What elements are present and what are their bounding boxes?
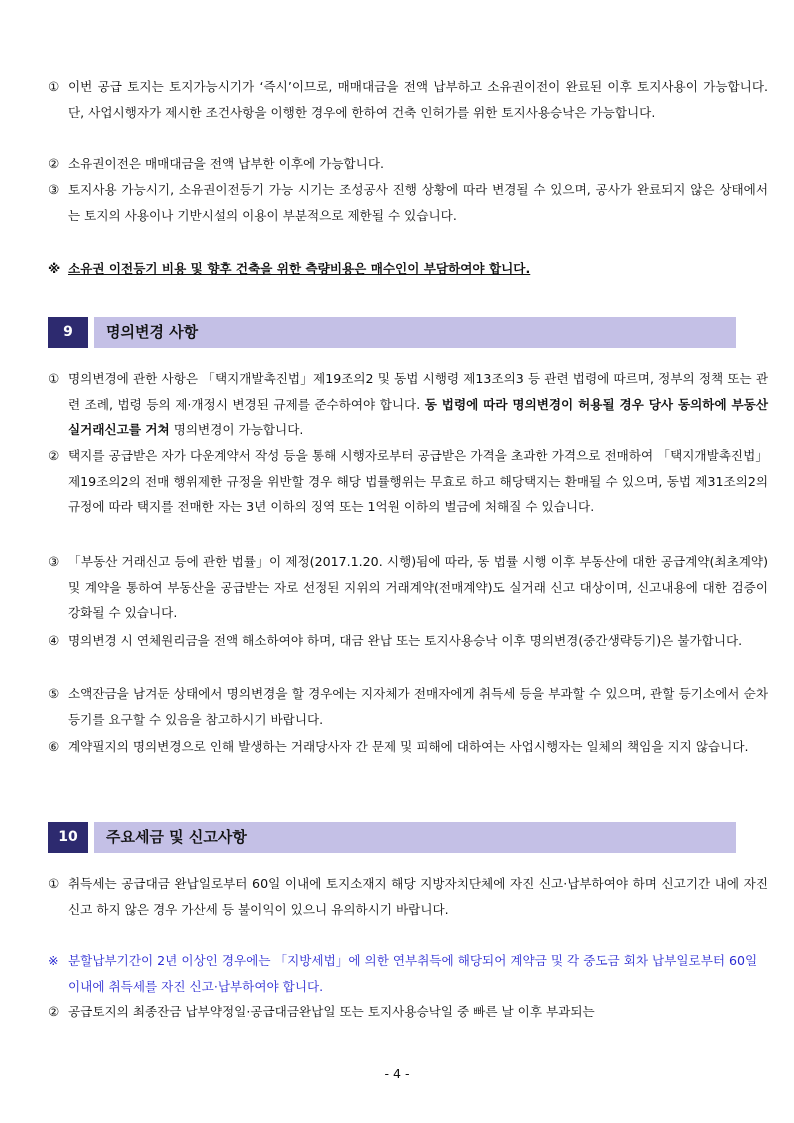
- item-text: 명의변경이 가능합니다.: [169, 422, 304, 437]
- section-header-9: [48, 317, 736, 348]
- item-text: 명의변경 시 연체원리금을 전액 해소하여야 하며, 대금 완납 또는 토지사용승낙 이후 명의변경(중간생략등기)은 불가합니다.: [68, 633, 743, 648]
- item-number: ②: [48, 156, 60, 171]
- item-text: 계약필지의 명의변경으로 인해 발생하는 거래당사자 간 문제 및 피해에 대하여는 사업시행자는 일체의 책임을 지지 않습니다.: [68, 739, 749, 754]
- item-number: ②: [48, 1004, 60, 1019]
- item-text: 명의변경에 관한 사항은 「택지개발촉진법」제19조의2 및 동법 시행령 제13조의3 등 관련 법령에 따르며, 정부의 정책 또는 관련 조례, 법령 등의 제·개정시 변경된 규제를 준수하여야 합니다.: [68, 371, 768, 412]
- list-item: [48, 177, 768, 228]
- item-text: 소액잔금을 남겨둔 상태에서 명의변경을 할 경우에는 지자체가 전매자에게 취득세 등을 부과할 수 있으며, 관할 등기소에서 순차등기를 요구할 수 있음을 참고하시기 바랍니다.: [68, 686, 768, 727]
- item-number: ⑥: [48, 739, 60, 754]
- section-title: 명의변경 사항: [106, 323, 199, 341]
- item-text: 토지사용 가능시기, 소유권이전등기 가능 시기는 조성공사 진행 상황에 따라 변경될 수 있으며, 공사가 완료되지 않은 상태에서는 토지의 사용이나 기반시설의 이용이 부분적으로 제한될 수 있습니다.: [68, 182, 768, 223]
- item-number: ③: [48, 554, 60, 569]
- item-number: ①: [48, 79, 60, 94]
- note-text: 분할납부기간이 2년 이상인 경우에는 「지방세법」에 의한 연부취득에 해당되어 계약금 및 각 중도금 회차 납부일로부터 60일 이내에 취득세를 자진 신고·납부하여야 합니다.: [68, 953, 758, 994]
- list-item: [48, 74, 768, 125]
- tax-note: [48, 948, 768, 999]
- list-item: [48, 681, 768, 732]
- item-number: ①: [48, 876, 60, 891]
- note-mark: ※: [48, 953, 59, 968]
- item-number: ①: [48, 371, 60, 386]
- item-text: 공급토지의 최종잔금 납부약정일·공급대금완납일 또는 토지사용승낙일 중 빠른 날 이후 부과되는: [68, 1004, 595, 1019]
- item-number: ⑤: [48, 686, 60, 701]
- list-item: [48, 549, 768, 626]
- item-text: 택지를 공급받은 자가 다운계약서 작성 등을 통해 시행자로부터 공급받은 가격을 초과한 가격으로 전매하여 「택지개발촉진법」 제19조의2의 전매 행위제한 규정을 위반할 경우 해당 법률행위는 무효로 하고 해당택지는 환매될 수 있으며, 동법 제31조의2의 규정에 따라 택지를 전매한 자는 3년 이하의 징역 또는 1억원 이하의 벌금에 처해질 수 있습니다.: [68, 448, 768, 514]
- item-text: 취득세는 공급대금 완납일로부터 60일 이내에 토지소재지 해당 지방자치단체에 자진 신고·납부하여야 하며 신고기간 내에 자진신고 하지 않은 경우 가산세 등 불이익이 있으니 유의하시기 바랍니다.: [68, 876, 768, 917]
- item-number: ②: [48, 448, 60, 463]
- list-item: [48, 999, 768, 1025]
- item-text: 「부동산 거래신고 등에 관한 법률」이 제정(2017.1.20. 시행)됨에 따라, 동 법률 시행 이후 부동산에 대한 공급계약(최초계약) 및 계약을 통하여 부동산을 공급받는 자로 선정된 지위의 거래계약(전매계약)도 실거래 신고 대상이며, 신고내용에 대한 검증이 강화될 수 있습니다.: [68, 554, 768, 620]
- list-item: [48, 151, 768, 177]
- list-item: [48, 734, 768, 760]
- note-text: 소유권 이전등기 비용 및 향후 건축을 위한 측량비용은 매수인이 부담하여야 합니다.: [68, 261, 531, 276]
- item-number: ④: [48, 633, 60, 648]
- list-item: [48, 871, 768, 922]
- section-number: 10: [48, 822, 88, 853]
- page-number: - 4 -: [384, 1066, 410, 1081]
- list-item: [48, 628, 768, 654]
- section-number: 9: [48, 317, 88, 348]
- note-mark: ※: [48, 261, 61, 276]
- item-text: 소유권이전은 매매대금을 전액 납부한 이후에 가능합니다.: [68, 156, 384, 171]
- list-item: [48, 366, 768, 443]
- item-text-bold: 동 법령에 따라 명의변경이 허용될 경우 당사 동의하에 부동산실거래신고를 거쳐: [68, 396, 768, 437]
- list-item: [48, 443, 768, 520]
- notice-note: [48, 256, 768, 282]
- section-header-10: [48, 822, 736, 853]
- section-title: 주요세금 및 신고사항: [106, 828, 247, 846]
- item-number: ③: [48, 182, 60, 197]
- item-text: 이번 공급 토지는 토지가능시기가 ‘즉시’이므로, 매매대금을 전액 납부하고 소유권이전이 완료된 이후 토지사용이 가능합니다. 단, 사업시행자가 제시한 조건사항을 이행한 경우에 한하여 건축 인허가를 위한 토지사용승낙은 가능합니다.: [68, 79, 768, 120]
